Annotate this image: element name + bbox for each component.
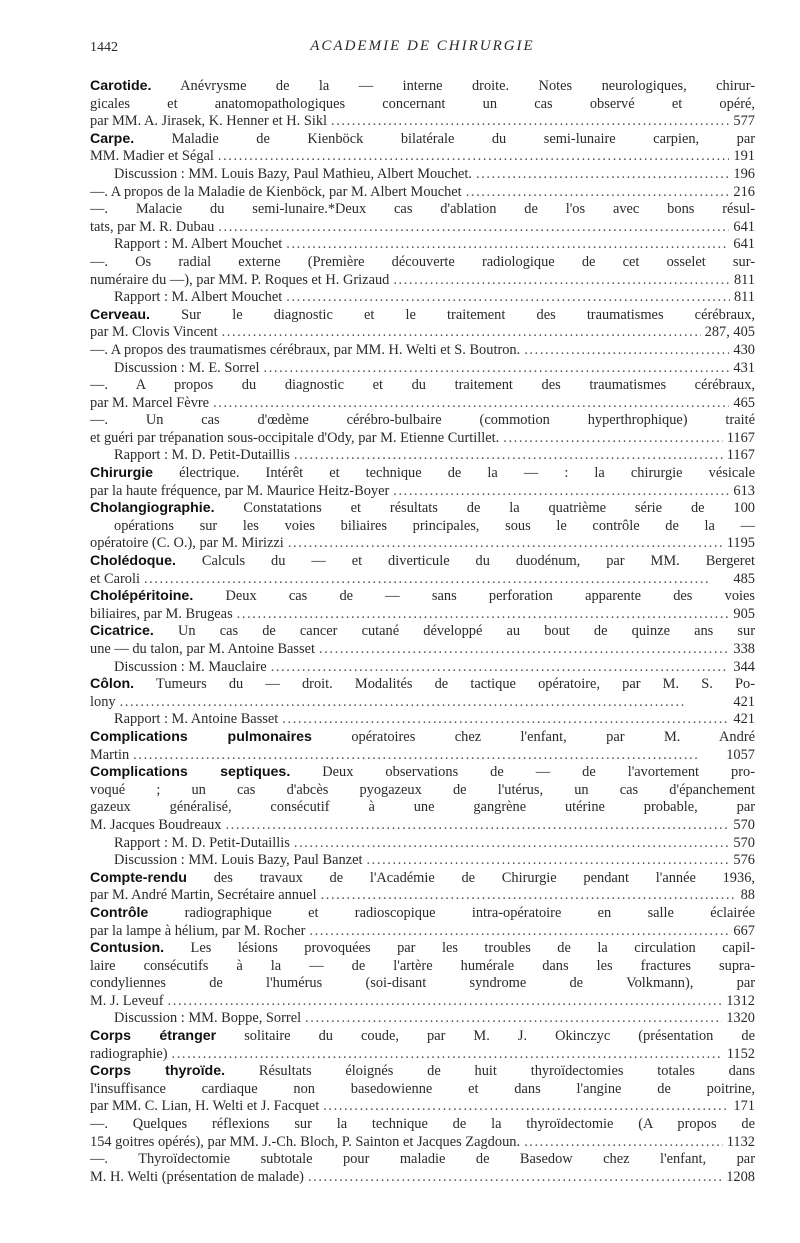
dot-leader bbox=[503, 430, 722, 448]
entry-keyword: Corps thyroïde. bbox=[90, 1063, 226, 1080]
index-entry-line bbox=[90, 254, 755, 272]
index-entry-line bbox=[90, 324, 755, 342]
entry-keyword: Côlon. bbox=[90, 676, 135, 693]
index-entry-line bbox=[90, 535, 755, 553]
dot-leader bbox=[323, 1098, 729, 1116]
page-reference: 171 bbox=[733, 1098, 755, 1115]
entry-description: Deux observations de — de l'avortement pro- bbox=[290, 764, 755, 781]
page-reference: 421 bbox=[733, 693, 755, 710]
entry-text: numéraire du —), par MM. P. Roques et H. Grizaud bbox=[90, 271, 390, 288]
page-reference: 287, 405 bbox=[704, 324, 755, 341]
entry-text: gicales et anatomopathologiques concernant un cas observé et opéré, bbox=[90, 95, 755, 112]
entry-text: M. H. Welti (présentation de malade) bbox=[90, 1168, 304, 1185]
index-entry-line bbox=[90, 641, 755, 659]
page-reference: 1152 bbox=[726, 1045, 755, 1062]
entry-text: —. A propos de la Maladie de Kienböck, par M. Albert Mouchet bbox=[90, 183, 462, 200]
index-entry-heading-line bbox=[90, 465, 755, 483]
index-entry-line bbox=[90, 1169, 755, 1187]
dot-leader bbox=[308, 1169, 722, 1187]
page-reference: 667 bbox=[733, 922, 755, 939]
entry-text bbox=[90, 729, 755, 745]
index-entry-line bbox=[90, 887, 755, 905]
index-entry-line bbox=[90, 1046, 755, 1064]
dot-leader bbox=[331, 113, 729, 131]
page-reference: 1057 bbox=[726, 746, 755, 763]
entry-text bbox=[90, 764, 755, 780]
index-entry-line bbox=[90, 711, 755, 729]
entry-description: Calculs du — et diverticule du duodénum, par MM. Bergeret bbox=[175, 553, 755, 570]
index-entry-heading-line bbox=[90, 78, 755, 96]
index-entry-line bbox=[90, 289, 755, 307]
entry-text: par la lampe à hélium, par M. Rocher bbox=[90, 922, 306, 939]
page-reference: 613 bbox=[733, 482, 755, 499]
index-entry-line bbox=[90, 975, 755, 993]
index-entry-line bbox=[90, 272, 755, 290]
entry-text: l'insuffisance cardiaque non basedowienne et dans l'angine de poitrine, bbox=[90, 1080, 755, 1097]
entry-keyword: Chirurgie bbox=[90, 465, 154, 482]
index-entry-line bbox=[90, 1134, 755, 1152]
index-entries bbox=[90, 78, 755, 1186]
dot-leader bbox=[218, 219, 729, 237]
page-reference: 1167 bbox=[726, 447, 755, 464]
entry-text: par MM. A. Jirasek, K. Henner et H. Sikl bbox=[90, 113, 328, 130]
entry-text: —. A propos du diagnostic et du traitement des traumatismes cérébraux, bbox=[90, 377, 755, 394]
entry-text: par M. Clovis Vincent bbox=[90, 324, 218, 341]
index-entry-line bbox=[90, 1116, 755, 1134]
entry-text: Rapport : M. D. Petit-Dutaillis bbox=[114, 834, 290, 851]
page-reference: 191 bbox=[733, 148, 755, 165]
entry-text bbox=[90, 78, 755, 94]
index-entry-line bbox=[90, 923, 755, 941]
index-entry-heading-line bbox=[90, 764, 755, 782]
entry-text bbox=[90, 588, 755, 604]
dot-leader bbox=[393, 483, 729, 501]
index-entry-line bbox=[90, 518, 755, 536]
entry-text: Rapport : M. Albert Mouchet bbox=[114, 236, 283, 253]
index-entry-line bbox=[90, 148, 755, 166]
index-entry-line bbox=[90, 96, 755, 114]
dot-leader bbox=[294, 835, 730, 853]
index-entry-heading-line bbox=[90, 307, 755, 325]
index-entry-line bbox=[90, 1081, 755, 1099]
index-entry-line bbox=[90, 799, 755, 817]
page-reference: 344 bbox=[733, 658, 755, 675]
dot-leader bbox=[524, 342, 729, 360]
page-reference: 338 bbox=[733, 641, 755, 657]
entry-text: Rapport : M. Albert Mouchet bbox=[114, 289, 283, 306]
entry-text: par MM. C. Lian, H. Welti et J. Facquet bbox=[90, 1098, 320, 1115]
page-reference: 576 bbox=[733, 852, 755, 869]
entry-text: Rapport : M. D. Petit-Dutaillis bbox=[114, 447, 290, 464]
entry-text: Discussion : M. Mauclaire bbox=[114, 658, 267, 675]
page-reference: 811 bbox=[733, 289, 755, 306]
dot-leader bbox=[305, 1010, 722, 1028]
dot-leader bbox=[286, 289, 730, 307]
page-number: 1442 bbox=[90, 40, 118, 55]
page-reference: 1208 bbox=[726, 1168, 755, 1185]
entry-text: voqué ; un cas d'abcès pyogazeux de l'utérus, un cas d'épanchement bbox=[90, 781, 755, 798]
page-reference: 570 bbox=[733, 834, 755, 851]
entry-text: opérations sur les voies biliaires principales, sous le contrôle de la — bbox=[114, 517, 755, 534]
index-entry-line bbox=[90, 852, 755, 870]
entry-text: par la haute fréquence, par M. Maurice Heitz-Boyer bbox=[90, 482, 390, 499]
index-entry-heading-line bbox=[90, 729, 755, 747]
entry-text: par M. Marcel Fèvre bbox=[90, 394, 210, 411]
entry-description: opératoires chez l'enfant, par M. André bbox=[311, 728, 755, 745]
entry-text bbox=[90, 465, 755, 481]
index-entry-heading-line bbox=[90, 623, 755, 641]
index-entry-line bbox=[90, 782, 755, 800]
entry-text: opératoire (C. O.), par M. Mirizzi bbox=[90, 535, 284, 552]
index-entry-heading-line bbox=[90, 905, 755, 923]
index-entry-line bbox=[90, 835, 755, 853]
page-reference: 570 bbox=[733, 816, 755, 833]
entry-text: Martin bbox=[90, 746, 130, 763]
index-entry-line bbox=[90, 1010, 755, 1028]
entry-text: radiographie) bbox=[90, 1045, 168, 1062]
page-reference: 196 bbox=[733, 165, 755, 182]
dot-leader bbox=[309, 923, 729, 941]
page-reference: 641 bbox=[733, 218, 755, 235]
entry-text bbox=[90, 131, 755, 147]
index-entry-line bbox=[90, 412, 755, 430]
index-entry-line bbox=[90, 571, 755, 589]
dot-leader bbox=[321, 887, 737, 905]
entry-text: et guéri par trépanation sous-occipitale d'Ody, par M. Etienne Curtillet. bbox=[90, 429, 500, 446]
page-reference: 905 bbox=[733, 605, 755, 622]
entry-keyword: Cholangiographie. bbox=[90, 500, 215, 517]
index-entry-heading-line bbox=[90, 870, 755, 888]
index-entry-line bbox=[90, 201, 755, 219]
entry-keyword: Complications pulmonaires bbox=[90, 728, 312, 745]
page-reference: 811 bbox=[733, 271, 755, 288]
entry-text bbox=[90, 870, 755, 886]
index-entry-line bbox=[90, 606, 755, 624]
page-reference: 485 bbox=[733, 570, 755, 587]
dot-leader bbox=[393, 272, 730, 290]
running-header bbox=[90, 38, 755, 60]
entry-description: Un cas de cancer cutané développé au bout de quinze ans sur bbox=[153, 623, 755, 640]
index-entry-line bbox=[90, 219, 755, 237]
entry-text bbox=[90, 940, 755, 956]
entry-keyword: Complications septiques. bbox=[90, 764, 291, 781]
dot-leader bbox=[172, 1046, 723, 1064]
dot-leader bbox=[144, 571, 729, 589]
index-entry-line bbox=[90, 377, 755, 395]
entry-keyword: Contrôle bbox=[90, 904, 149, 921]
entry-keyword: Cicatrice. bbox=[90, 623, 154, 640]
entry-description: des travaux de l'Académie de Chirurgie pendant l'année 1936, bbox=[186, 869, 755, 886]
entry-text: M. Jacques Boudreaux bbox=[90, 816, 222, 833]
index-entry-line bbox=[90, 166, 755, 184]
running-title: ACADEMIE DE CHIRURGIE bbox=[310, 38, 535, 54]
dot-leader bbox=[213, 395, 729, 413]
page-reference: 430 bbox=[733, 341, 755, 358]
page-reference: 1312 bbox=[726, 992, 755, 1009]
entry-text: —. A propos des traumatismes cérébraux, par MM. H. Welti et S. Boutron. bbox=[90, 341, 521, 358]
entry-text: —. Un cas d'œdème cérébro-bulbaire (commotion hyperthrophique) traité bbox=[90, 412, 755, 429]
entry-text: —. Thyroïdectomie subtotale pour maladie de Basedow chez l'enfant, par bbox=[90, 1151, 755, 1168]
entry-text: M. J. Leveuf bbox=[90, 992, 164, 1009]
index-entry-line bbox=[90, 113, 755, 131]
entry-description: radiographique et radioscopique intra-opératoire en salle éclairée bbox=[148, 904, 755, 921]
entry-text bbox=[90, 905, 755, 921]
entry-text: condyliennes de l'humérus (soi-disant syndrome de Volkmann), par bbox=[90, 975, 755, 992]
entry-text bbox=[90, 623, 755, 639]
entry-text: tats, par M. R. Dubau bbox=[90, 218, 215, 235]
index-entry-heading-line bbox=[90, 940, 755, 958]
entry-text bbox=[90, 676, 755, 692]
entry-text bbox=[90, 553, 755, 569]
entry-description: Les lésions provoquées par les troubles de la circulation capil- bbox=[164, 940, 755, 957]
dot-leader bbox=[264, 360, 730, 378]
entry-keyword: Carpe. bbox=[90, 130, 135, 147]
dot-leader bbox=[366, 852, 729, 870]
index-entry-heading-line bbox=[90, 1028, 755, 1046]
dot-leader bbox=[286, 236, 729, 254]
index-entry-line bbox=[90, 447, 755, 465]
entry-description: Constatations et résultats de la quatrième série de 100 bbox=[214, 500, 755, 517]
entry-text: biliaires, par M. Brugeas bbox=[90, 605, 233, 622]
dot-leader bbox=[524, 1134, 723, 1152]
entry-keyword: Carotide. bbox=[90, 78, 152, 94]
page-reference: 641 bbox=[733, 236, 755, 253]
index-entry-heading-line bbox=[90, 1063, 755, 1081]
index-entry-line bbox=[90, 694, 755, 712]
entry-text: Discussion : MM. Louis Bazy, Paul Mathieu, Albert Mouchet. bbox=[114, 165, 473, 182]
page-reference: 577 bbox=[733, 113, 755, 130]
entry-text bbox=[90, 500, 755, 516]
entry-text: par M. André Martin, Secrétaire annuel bbox=[90, 887, 317, 904]
dot-leader bbox=[271, 659, 730, 677]
entry-text: et Caroli bbox=[90, 570, 140, 587]
entry-keyword: Corps étranger bbox=[90, 1028, 217, 1045]
entry-text: MM. Madier et Ségal bbox=[90, 148, 214, 165]
index-entry-heading-line bbox=[90, 588, 755, 606]
entry-text: 154 goitres opérés), par MM. J.-Ch. Bloch, P. Sainton et Jacques Zagdoun. bbox=[90, 1133, 521, 1150]
entry-text: —. Os radial externe (Première découverte radiologique de cet osselet sur- bbox=[90, 253, 755, 270]
index-entry-heading-line bbox=[90, 500, 755, 518]
index-entry-line bbox=[90, 958, 755, 976]
index-entry-line bbox=[90, 1098, 755, 1116]
index-entry-heading-line bbox=[90, 676, 755, 694]
entry-description: Tumeurs du — droit. Modalités de tactique opératoire, par M. S. Po- bbox=[134, 676, 755, 693]
entry-keyword: Cholédoque. bbox=[90, 553, 176, 570]
entry-keyword: Compte-rendu bbox=[90, 869, 187, 886]
page-reference: 216 bbox=[733, 183, 755, 200]
entry-description: Anévrysme de la — interne droite. Notes neurologiques, chirur- bbox=[151, 78, 755, 94]
dot-leader bbox=[466, 184, 730, 202]
entry-description: solitaire du coude, par M. J. Okinczyc (présentation de bbox=[216, 1028, 755, 1045]
index-entry-line bbox=[90, 1151, 755, 1169]
dot-leader bbox=[319, 641, 729, 659]
page-reference: 465 bbox=[733, 394, 755, 411]
index-entry-line bbox=[90, 395, 755, 413]
page-reference: 1195 bbox=[726, 535, 755, 552]
index-entry-line bbox=[90, 430, 755, 448]
index-entry-line bbox=[90, 483, 755, 501]
index-entry-line bbox=[90, 184, 755, 202]
dot-leader bbox=[133, 747, 722, 765]
dot-leader bbox=[237, 606, 730, 624]
entry-description: Résultats éloignés de huit thyroïdectomies totales dans bbox=[225, 1063, 755, 1080]
index-entry-heading-line bbox=[90, 553, 755, 571]
page-reference: 421 bbox=[733, 711, 755, 728]
page-reference: 1167 bbox=[726, 429, 755, 446]
dot-leader bbox=[120, 694, 730, 712]
entry-text bbox=[90, 1028, 755, 1044]
entry-description: électrique. Intérêt et technique de la — : la chirurgie vésicale bbox=[153, 465, 755, 482]
entry-text: lony bbox=[90, 693, 116, 710]
entry-text: —. Malacie du semi-lunaire.*Deux cas d'ablation de l'os avec bons résul- bbox=[90, 201, 755, 218]
entry-text bbox=[90, 1063, 755, 1079]
page-reference: 1132 bbox=[726, 1133, 755, 1150]
entry-text: Discussion : MM. Louis Bazy, Paul Banzet bbox=[114, 852, 363, 869]
entry-keyword: Cholépéritoine. bbox=[90, 588, 194, 605]
page-reference: 1320 bbox=[726, 1010, 755, 1027]
entry-description: Maladie de Kienböck bilatérale du semi-lunaire carpien, par bbox=[134, 130, 755, 147]
entry-text: Discussion : MM. Boppe, Sorrel bbox=[114, 1010, 302, 1027]
index-entry-line bbox=[90, 747, 755, 765]
index-entry-line bbox=[90, 993, 755, 1011]
index-entry-line bbox=[90, 236, 755, 254]
entry-text: une — du talon, par M. Antoine Basset bbox=[90, 641, 316, 657]
index-entry-line bbox=[90, 360, 755, 378]
entry-keyword: Contusion. bbox=[90, 940, 165, 957]
dot-leader bbox=[225, 817, 729, 835]
dot-leader bbox=[294, 447, 723, 465]
index-entry-heading-line bbox=[90, 131, 755, 149]
dot-leader bbox=[282, 711, 729, 729]
entry-text: laire consécutifs à la — de l'artère humérale dans les fractures supra- bbox=[90, 957, 755, 974]
entry-text bbox=[90, 307, 755, 323]
dot-leader bbox=[218, 148, 730, 166]
index-entry-line bbox=[90, 342, 755, 360]
dot-leader bbox=[476, 166, 729, 184]
entry-description: Sur le diagnostic et le traitement des traumatismes cérébraux, bbox=[149, 306, 755, 323]
page-reference: 431 bbox=[733, 359, 755, 376]
entry-description: Deux cas de — sans perforation apparente des voies bbox=[193, 588, 755, 605]
index-entry-line bbox=[90, 659, 755, 677]
dot-leader bbox=[222, 324, 701, 342]
entry-text: gazeux généralisé, consécutif à une gangrène utérine probable, par bbox=[90, 799, 755, 816]
entry-text: —. Quelques réflexions sur la technique de la thyroïdectomie (A propos de bbox=[90, 1116, 755, 1133]
entry-text: Discussion : M. E. Sorrel bbox=[114, 359, 260, 376]
dot-leader bbox=[288, 535, 723, 553]
entry-text: Rapport : M. Antoine Basset bbox=[114, 711, 279, 728]
page-reference: 88 bbox=[740, 887, 755, 904]
dot-leader bbox=[168, 993, 723, 1011]
index-entry-line bbox=[90, 817, 755, 835]
entry-keyword: Cerveau. bbox=[90, 306, 150, 323]
